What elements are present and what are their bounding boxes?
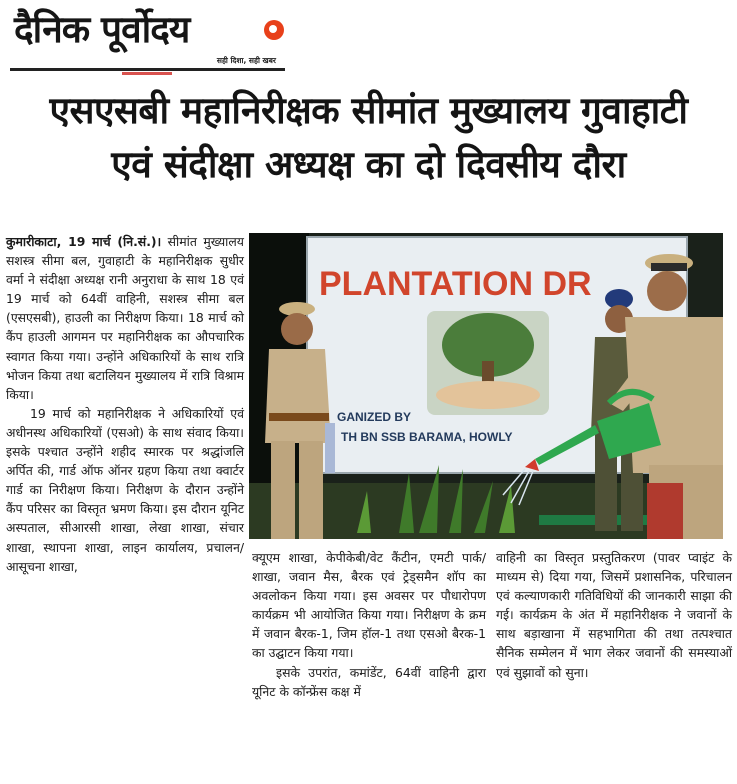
- article-paragraph-1: सीमांत मुख्यालय सशस्त्र सीमा बल, गुवाहाटी के महानिरीक्षक सुधीर वर्मा ने संदीक्षा अध्यक्ष रानी अनुराधा के साथ 18 एवं 19 मार्च को 64वीं वाहिनी, सशस्त्र सीमा बल (एसएसबी), हाउली का निरीक्षण किया। 18 मार्च को कैंप हाउली आगमन पर महानिरीक्षक का औपचारिक स्वागत किया गया। उन्होंने अधिकारियों के साथ रात्रि भोजन किया तथा बटालियन मुख्यालय में रात्रि विश्राम किया।: [6, 234, 244, 402]
- banner-org-line-2: TH BN SSB BARAMA, HOWLY: [341, 430, 513, 444]
- banner-org-line-1: GANIZED BY: [337, 410, 412, 424]
- event-photo: [249, 233, 723, 539]
- article-paragraph-2: 19 मार्च को महानिरीक्षक ने अधिकारियों एवं अधीनस्थ अधिकारियों (एसओ) के साथ संवाद किया। इसके पश्चात उन्होंने शहीद स्मारक पर श्रद्धांजलि अर्पित की, गार्ड ऑफ ऑनर ग्रहण किया तथा क्वार्टर गार्ड का निरीक्षण किया। निरीक्षण के दौरान उन्होंने कैंप परिसर का विस्तृत भ्रमण किया। इस दौरान यूनिट अस्पताल, सीआरसी शाखा, लेखा शाखा, संचार शाखा, स्थापना शाखा, लाइन कार्यालय, प्रचालन/आसूचना शाखा,: [6, 405, 244, 574]
- article-column-2: [252, 548, 486, 701]
- article-column-3: [496, 548, 732, 682]
- headline-line-1: एसएसबी महानिरीक्षक सीमांत मुख्यालय गुवाहाटी: [49, 89, 688, 132]
- headline-line-2: एवं संदीक्षा अध्यक्ष का दो दिवसीय दौरा: [111, 143, 626, 186]
- article-column-1: [6, 232, 244, 576]
- headline: [10, 84, 727, 192]
- masthead: [10, 6, 290, 72]
- banner-title: PLANTATION DR: [319, 265, 592, 303]
- newspaper-logo: दैनिक पूर्वोदय: [14, 8, 190, 51]
- article-paragraph-3: क्यूएम शाखा, केपीकेबी/वेट कैंटीन, एमटी पार्क/शाखा, जवान मैस, बैरक एवं ट्रेड्समैन शॉप का अवलोकन किया गया। इस अवसर पर पौधारोपण कार्यक्रम भी आयोजित किया गया। निरीक्षण के क्रम में जवान बैरक-1, जिम हॉल-1 तथा एसओ बैरक-1 का उद्घाटन किया गया।: [252, 550, 486, 661]
- newspaper-tagline: सही दिशा, सही खबर: [216, 56, 276, 65]
- masthead-accent: [122, 72, 172, 75]
- dateline: कुमारीकाटा, 19 मार्च (नि.सं.)।: [6, 234, 162, 249]
- logo-sun-icon: [264, 20, 284, 40]
- masthead-rule: [10, 68, 285, 71]
- article-paragraph-4: इसके उपरांत, कमांडेंट, 64वीं वाहिनी द्वारा यूनिट के कॉन्फ्रेंस कक्ष में: [252, 664, 486, 699]
- article-paragraph-5: वाहिनी का विस्तृत प्रस्तुतिकरण (पावर प्वाइंट के माध्यम से) दिया गया, जिसमें प्रशासनिक, परिचालन एवं कल्याणकारी गतिविधियों की जानकारी साझा की गई। कार्यक्रम के अंत में महानिरीक्षक ने जवानों के साथ बड़ाखाना में सहभागिता की तथा तत्पश्चात सैनिक सम्मेलन में भाग लेकर जवानों की समस्याओं एवं सुझावों को सुना।: [496, 550, 732, 680]
